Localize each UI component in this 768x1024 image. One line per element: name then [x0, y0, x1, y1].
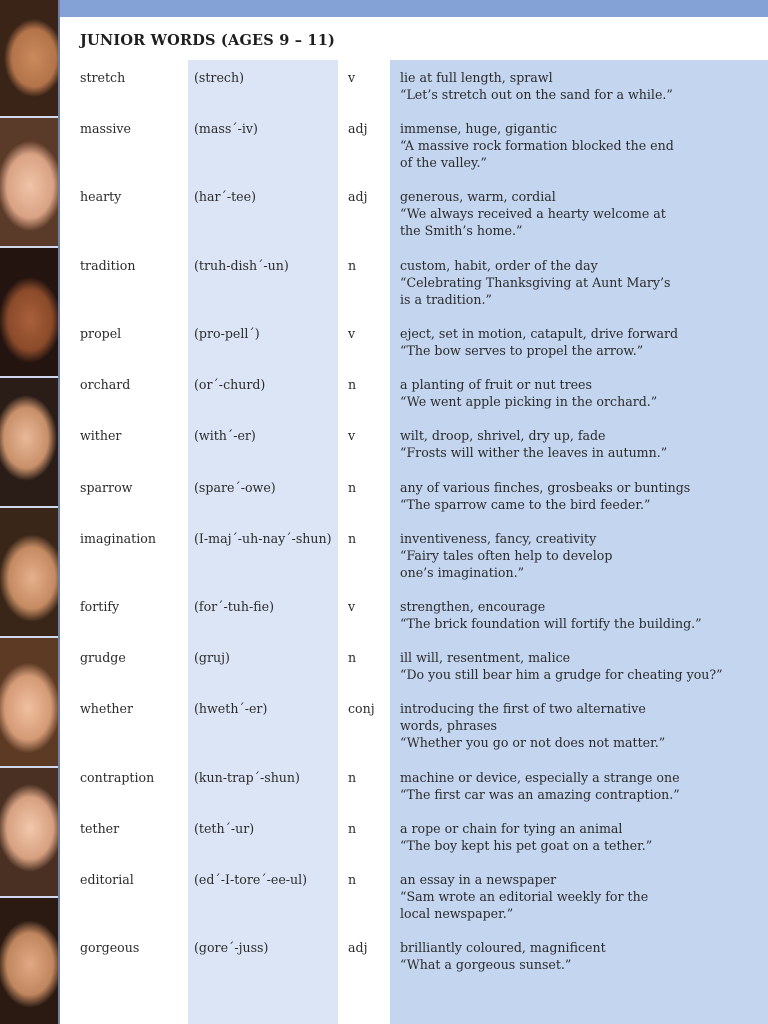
definition-example-line: “The first car was an amazing contraption.”	[400, 787, 680, 802]
definition-synonyms: a rope or chain for tying an animal	[400, 821, 623, 836]
definition-example-line: “Do you still bear him a grudge for cheating you?”	[400, 667, 723, 682]
definition-example-line: “We went apple picking in the orchard.”	[400, 394, 658, 409]
part-of-speech: v	[348, 599, 356, 614]
child-portrait-photo	[0, 638, 58, 768]
child-portrait-photo	[0, 508, 58, 638]
pronunciation: (for´-tuh-fie)	[194, 599, 275, 614]
definition-example-line: is a tradition.”	[400, 292, 492, 307]
definition-example-line: local newspaper.”	[400, 906, 514, 921]
definition-example-line: “The boy kept his pet goat on a tether.”	[400, 838, 653, 853]
part-of-speech: n	[348, 770, 357, 785]
part-of-speech: n	[348, 480, 357, 495]
definition-synonyms: lie at full length, sprawl	[400, 70, 553, 85]
pronunciation: (truh-dish´-un)	[194, 258, 289, 273]
definition	[400, 69, 750, 103]
pronunciation: (har´-tee)	[194, 189, 256, 204]
definition-synonyms: an essay in a newspaper	[400, 872, 557, 887]
vocabulary-word: wither	[80, 428, 122, 443]
header-color-band	[60, 0, 768, 17]
pronunciation: (ed´-I-tore´-ee-ul)	[194, 872, 308, 887]
vocabulary-word: contraption	[80, 770, 155, 785]
definition-example-line: “Celebrating Thanksgiving at Aunt Mary’s	[400, 275, 671, 290]
child-portrait-photo	[0, 248, 58, 378]
definition	[400, 649, 750, 683]
part-of-speech: n	[348, 821, 357, 836]
portrait-photo-strip	[0, 0, 60, 1024]
definition	[400, 257, 750, 308]
pronunciation: (or´-churd)	[194, 377, 266, 392]
definition-synonyms: generous, warm, cordial	[400, 189, 556, 204]
definition-example-line: “Whether you go or not does not matter.”	[400, 735, 666, 750]
pronunciation: (mass´-iv)	[194, 121, 258, 136]
vocabulary-word: massive	[80, 121, 131, 136]
pronunciation: (with´-er)	[194, 428, 256, 443]
child-portrait-photo	[0, 768, 58, 898]
part-of-speech: adj	[348, 940, 368, 955]
definition-example-line: “The sparrow came to the bird feeder.”	[400, 497, 651, 512]
definition-example-line: “Sam wrote an editorial weekly for the	[400, 889, 649, 904]
definition-example-line: of the valley.”	[400, 155, 487, 170]
pronunciation: (teth´-ur)	[194, 821, 255, 836]
definition-example-line: “The bow serves to propel the arrow.”	[400, 343, 644, 358]
vocabulary-word: propel	[80, 326, 122, 341]
definition-example-line: “We always received a hearty welcome at	[400, 206, 666, 221]
vocabulary-word: grudge	[80, 650, 126, 665]
part-of-speech: n	[348, 531, 357, 546]
pronunciation: (pro-pell´)	[194, 326, 260, 341]
part-of-speech: n	[348, 872, 357, 887]
definition	[400, 188, 750, 239]
part-of-speech: n	[348, 650, 357, 665]
definition	[400, 120, 750, 171]
vocabulary-word: gorgeous	[80, 940, 140, 955]
child-portrait-photo	[0, 378, 58, 508]
part-of-speech: n	[348, 258, 357, 273]
definition	[400, 325, 750, 359]
part-of-speech: v	[348, 70, 356, 85]
definition-example-line: “What a gorgeous sunset.”	[400, 957, 572, 972]
definition-example-line: “A massive rock formation blocked the end	[400, 138, 674, 153]
pronunciation: (kun-trap´-shun)	[194, 770, 300, 785]
definition	[400, 479, 750, 513]
vocabulary-word: editorial	[80, 872, 134, 887]
part-of-speech: conj	[348, 701, 375, 716]
definition	[400, 939, 750, 973]
vocabulary-word: sparrow	[80, 480, 133, 495]
definition-example-line: words, phrases	[400, 718, 497, 733]
definition-example-line: one’s imagination.”	[400, 565, 525, 580]
definition-synonyms: eject, set in motion, catapult, drive forward	[400, 326, 679, 341]
definition-synonyms: immense, huge, gigantic	[400, 121, 558, 136]
definition	[400, 871, 750, 922]
definition	[400, 530, 750, 581]
definition-example-line: “Let’s stretch out on the sand for a while.”	[400, 87, 673, 102]
child-portrait-photo	[0, 0, 58, 118]
definition-synonyms: any of various finches, grosbeaks or buntings	[400, 480, 691, 495]
definition	[400, 769, 750, 803]
definition	[400, 598, 750, 632]
definition-synonyms: ill will, resentment, malice	[400, 650, 571, 665]
pronunciation: (gore´-juss)	[194, 940, 269, 955]
definition-example-line: “The brick foundation will fortify the building.”	[400, 616, 702, 631]
vocabulary-word: orchard	[80, 377, 131, 392]
definition-example-line: the Smith’s home.”	[400, 223, 523, 238]
vocabulary-word: hearty	[80, 189, 122, 204]
page-title: JUNIOR WORDS (AGES 9 – 11)	[80, 32, 336, 49]
definition-synonyms: introducing the first of two alternative	[400, 701, 646, 716]
part-of-speech: adj	[348, 189, 368, 204]
part-of-speech: adj	[348, 121, 368, 136]
definition-synonyms: inventiveness, fancy, creativity	[400, 531, 597, 546]
pronunciation: (strech)	[194, 70, 244, 85]
definition	[400, 820, 750, 854]
definition-example-line: “Frosts will wither the leaves in autumn.”	[400, 445, 668, 460]
definition	[400, 427, 750, 461]
definition-synonyms: custom, habit, order of the day	[400, 258, 598, 273]
vocabulary-word: stretch	[80, 70, 126, 85]
pronunciation: (spare´-owe)	[194, 480, 276, 495]
definition	[400, 700, 750, 751]
vocabulary-word: whether	[80, 701, 133, 716]
vocabulary-word: tradition	[80, 258, 136, 273]
definition-example-line: “Fairy tales often help to develop	[400, 548, 613, 563]
definition-synonyms: machine or device, especially a strange one	[400, 770, 680, 785]
child-portrait-photo	[0, 118, 58, 248]
definition	[400, 376, 750, 410]
definition-synonyms: strengthen, encourage	[400, 599, 546, 614]
pronunciation: (gruj)	[194, 650, 230, 665]
part-of-speech: v	[348, 428, 356, 443]
vocabulary-word: tether	[80, 821, 120, 836]
pronunciation: (I-maj´-uh-nay´-shun)	[194, 531, 332, 546]
definition-synonyms: a planting of fruit or nut trees	[400, 377, 592, 392]
vocabulary-word: fortify	[80, 599, 120, 614]
pronunciation: (hweth´-er)	[194, 701, 268, 716]
child-portrait-photo	[0, 898, 58, 1024]
vocabulary-word: imagination	[80, 531, 156, 546]
definition-synonyms: brilliantly coloured, magnificent	[400, 940, 606, 955]
definition-synonyms: wilt, droop, shrivel, dry up, fade	[400, 428, 606, 443]
part-of-speech: n	[348, 377, 357, 392]
part-of-speech: v	[348, 326, 356, 341]
